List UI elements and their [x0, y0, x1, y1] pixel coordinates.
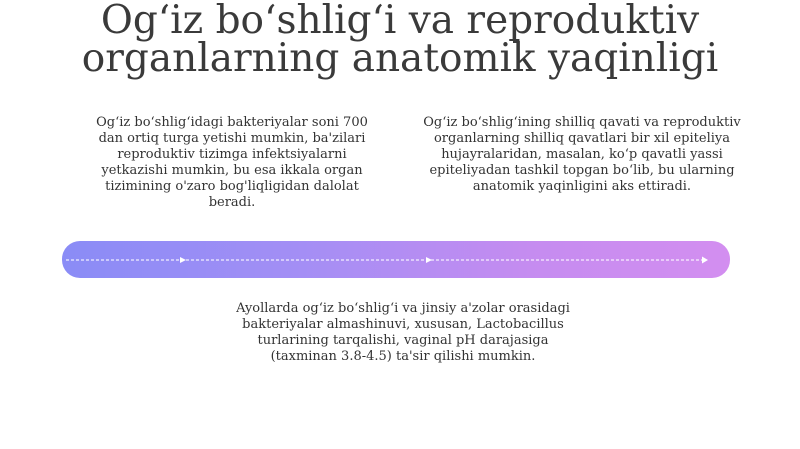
text-block-left: Og‘iz bo‘shlig‘idagi bakteriyalar soni 700 dan ortiq turga yetishi mumkin, ba'zilari reproduktiv tizimga infektsiyalarni yetkazishi mumkin, bu esa ikkala organ tizimining o'zaro bog'liqligidan dalolat beradi.: [96, 115, 368, 210]
text-block-bottom: Ayollarda og‘iz bo‘shlig‘i va jinsiy a'zolar orasidagi bakteriyalar almashinuvi, xususan, Lactobacillus turlarining tarqalishi, vaginal pH darajasiga (taxminan 3.8-4.5) ta'sir qilishi mumkin.: [236, 301, 570, 364]
title-line-1: Og‘iz bo‘shlig‘i va reproduktiv: [100, 0, 700, 43]
text-block-right: Og‘iz bo‘shlig‘ining shilliq qavati va reproduktiv organlarning shilliq qavatlari bir xil epiteliya hujayralaridan, masalan, ko‘p qavatli yassi epiteliyadan tashkil topgan bo‘lib, bu ularning anatomik yaqinligini aks ettiradi.: [423, 115, 741, 194]
gradient-flow-bar: [62, 241, 730, 278]
arrow-head-3-icon: [702, 257, 708, 264]
flow-arrow-line: [62, 241, 730, 278]
arrow-head-1-icon: [180, 257, 186, 263]
title-line-2: organlarning anatomik yaqinligi: [81, 36, 719, 81]
arrow-head-2-icon: [426, 257, 432, 263]
page-title: [0, 0, 800, 81]
